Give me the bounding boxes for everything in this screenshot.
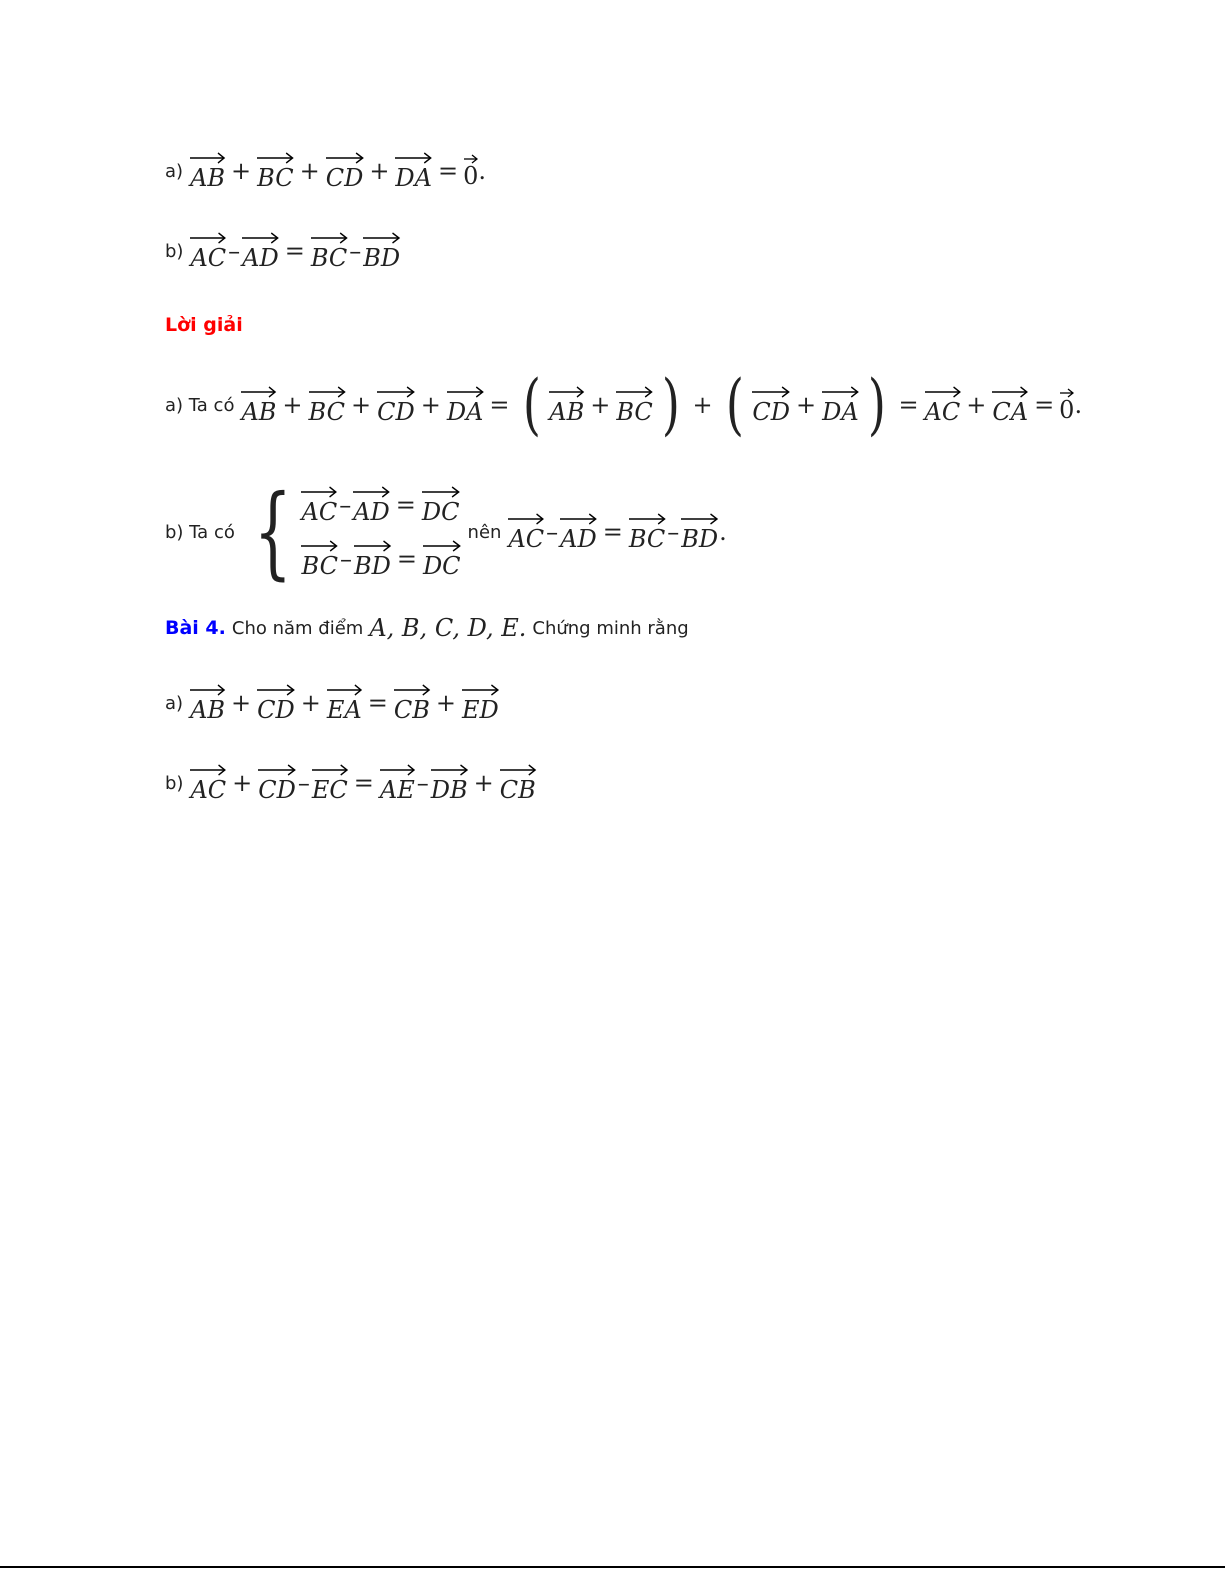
- vector: AC: [925, 384, 961, 426]
- points-list: A, B, C, D, E.: [369, 614, 527, 642]
- right-paren: ): [661, 366, 680, 443]
- vector: BC: [257, 150, 293, 192]
- equation: AB + CD + EA = CB + ED: [189, 682, 500, 724]
- exercise-4-line-b: [165, 762, 537, 804]
- left-paren: (: [725, 366, 744, 443]
- line-label: a): [165, 692, 184, 714]
- equation: AB + BC + CD + DA = ( AB + BC ) + ( CD + DA ) = AC + CA = 0 .: [241, 366, 1083, 443]
- problem-line-a: [165, 150, 486, 192]
- vector: CD: [326, 150, 364, 192]
- equation: [189, 230, 401, 272]
- vector: CD: [752, 384, 790, 426]
- plus-sign: +: [369, 157, 390, 185]
- line-label: a) Ta có: [165, 394, 235, 416]
- vector: BC: [309, 384, 345, 426]
- exercise-heading: Bài 4.: [165, 617, 226, 639]
- vector: BD: [363, 230, 400, 272]
- left-brace: {: [253, 473, 292, 590]
- equation: AC + CD – EC = AE – DB + CB: [189, 762, 536, 804]
- vector: AB: [549, 384, 584, 426]
- vector: DA: [822, 384, 859, 426]
- connector-text: nên: [467, 521, 502, 543]
- vector: AD: [242, 230, 279, 272]
- zero-vector: 0: [1059, 386, 1074, 424]
- vector: CA: [992, 384, 1028, 426]
- exercise-4-statement: [165, 614, 689, 642]
- minus-sign: –: [349, 237, 362, 265]
- line-label: b): [165, 772, 184, 794]
- line-label: b): [165, 240, 184, 262]
- statement-text: Cho năm điểm: [231, 617, 364, 639]
- equation: AB + BC + CD + DA = 0 .: [189, 150, 486, 192]
- vector: AB: [241, 384, 276, 426]
- statement-text: Chứng minh rằng: [532, 617, 689, 639]
- system-row-2: BC – BD = DC: [300, 532, 461, 586]
- conclusion: AC – AD = BC – BD .: [507, 511, 726, 553]
- left-paren: (: [522, 366, 541, 443]
- vector: AB: [190, 150, 225, 192]
- page-footer-rule: [0, 1566, 1225, 1568]
- vector: BC: [616, 384, 652, 426]
- equals-sign: =: [284, 237, 305, 265]
- minus-sign: –: [228, 237, 241, 265]
- solution-heading-row: [165, 314, 243, 336]
- system-row-1: AC – AD = DC: [300, 478, 461, 532]
- line-label: b) Ta có: [165, 521, 235, 543]
- plus-sign: +: [299, 157, 320, 185]
- zero-vector: 0: [463, 152, 478, 190]
- vector: BC: [311, 230, 347, 272]
- right-paren: ): [867, 366, 886, 443]
- problem-line-b: [165, 230, 401, 272]
- plus-sign: +: [231, 157, 252, 185]
- line-label: a): [165, 160, 184, 182]
- equation-system: [241, 473, 462, 590]
- solution-line-b: [165, 473, 727, 590]
- equals-sign: =: [438, 157, 459, 185]
- vector: AC: [190, 230, 226, 272]
- solution-line-a: [165, 366, 1083, 443]
- vector: DA: [447, 384, 484, 426]
- vector: DA: [395, 150, 432, 192]
- exercise-4-line-a: [165, 682, 500, 724]
- solution-heading: Lời giải: [165, 314, 243, 336]
- vector: CD: [377, 384, 415, 426]
